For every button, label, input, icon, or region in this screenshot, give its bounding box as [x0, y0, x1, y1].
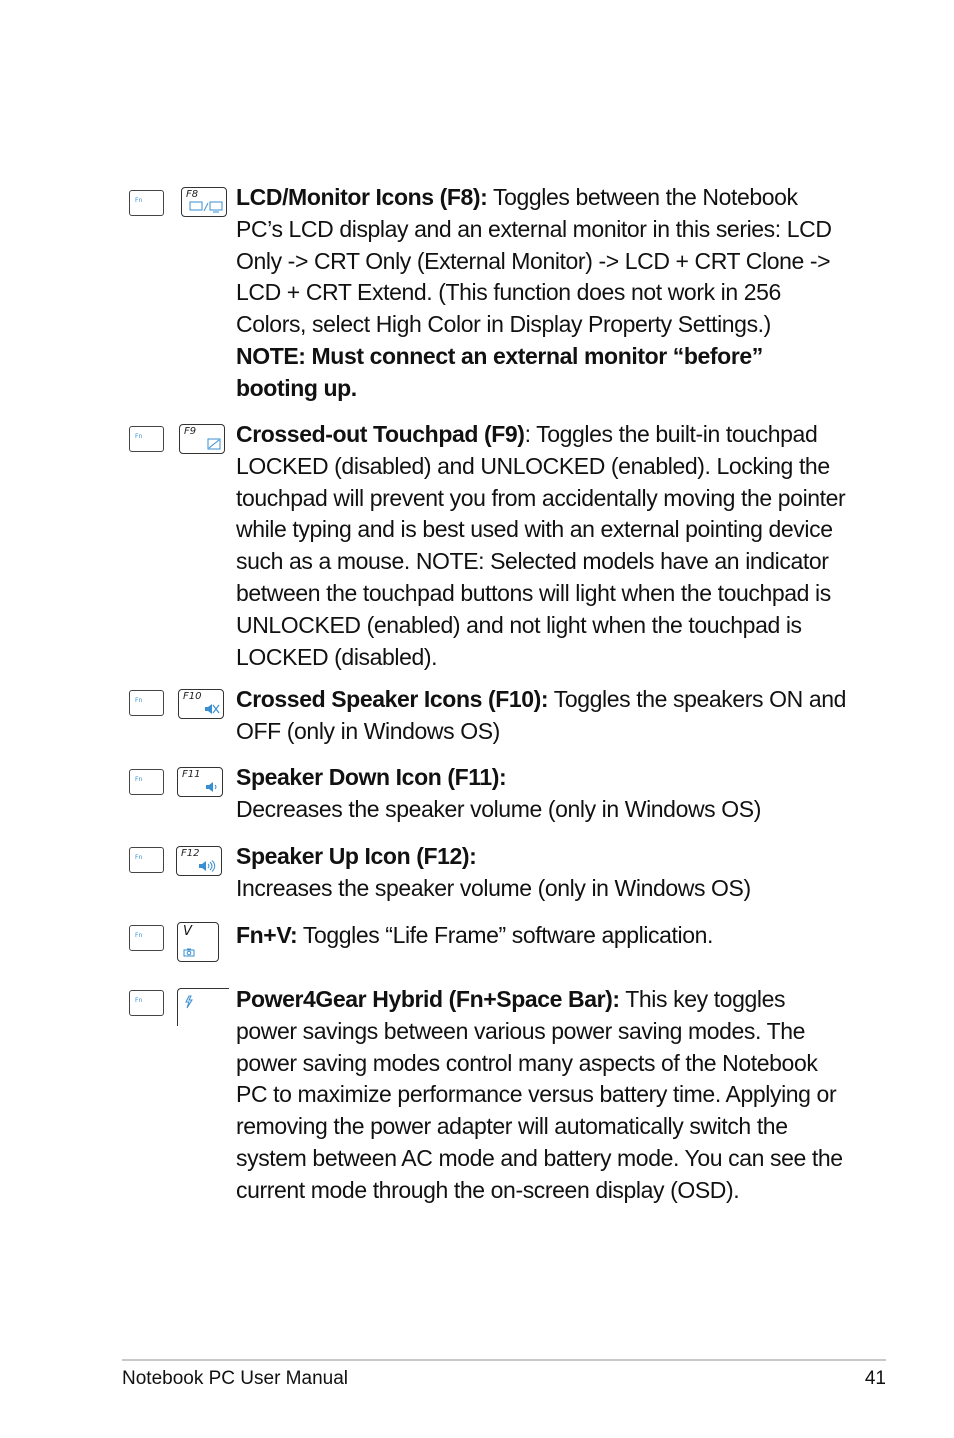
lcd-monitor-icon — [189, 201, 223, 213]
entry-title: Crossed-out Touchpad (F9) — [236, 421, 525, 447]
f8-key: F8 — [181, 187, 227, 217]
speaker-mute-icon — [204, 703, 220, 715]
f12-key: F12 — [176, 846, 222, 876]
entry-text-f12 — [236, 841, 846, 905]
touchpad-icon — [207, 438, 221, 450]
f10-key: F10 — [178, 689, 224, 719]
f9-key: F9 — [179, 424, 225, 454]
footer-title: Notebook PC User Manual — [122, 1368, 348, 1389]
speaker-up-icon — [198, 860, 218, 872]
entry-body: : Toggles the built-in touchpad LOCKED (disabled) and UNLOCKED (enabled). Locking the touchpad will prevent you from accidentally moving the pointer while typing and is best used with an external pointing device such as a mouse. NOTE: Selected models have an indicator between the touchpad buttons will light when the touchpad is UNLOCKED (enabled) and not light when the touchpad is LOCKED (disabled). — [236, 421, 846, 670]
entry-body: This key toggles power savings between various power saving modes. The power saving modes control many aspects of the Notebook PC to maximize performance versus battery time. Applying or removing the power adapter will automatically switch the system between AC mode and battery mode. You can see the current mode through the on-screen display (OSD). — [236, 986, 843, 1203]
fn-key: Fn — [129, 426, 164, 452]
key-combo-fn-space — [129, 984, 229, 1028]
entry-body: Increases the speaker volume (only in Windows OS) — [236, 874, 751, 901]
entry-body: Toggles between the Notebook PC’s LCD display and an external monitor in this series: LCD Only -> CRT Only (External Monitor) -> LCD + CRT Clone -> LCD + CRT Extend. (This function does not work in 256 Colors, select High Color in Display Property Settings.) — [236, 184, 832, 338]
f11-key: F11 — [177, 767, 223, 797]
footer-rule — [122, 1359, 886, 1361]
entry-title: Power4Gear Hybrid (Fn+Space Bar): — [236, 986, 620, 1012]
v-key: V — [177, 922, 219, 962]
entry-title: LCD/Monitor Icons (F8): — [236, 184, 488, 210]
fn-key: Fn — [129, 847, 164, 873]
entry-body: Toggles the speakers ON and OFF (only in Windows OS) — [236, 686, 846, 744]
speaker-down-icon — [205, 781, 219, 793]
key-combo-f9 — [129, 419, 229, 463]
fn-key: Fn — [129, 769, 164, 795]
fn-key: Fn — [129, 690, 164, 716]
key-combo-fn-v — [129, 920, 229, 964]
entry-body: Toggles “Life Frame” software application. — [302, 922, 714, 948]
fn-key: Fn — [129, 925, 164, 951]
power4gear-icon — [183, 995, 195, 1009]
entry-body: Decreases the speaker volume (only in Windows OS) — [236, 795, 761, 822]
entry-title: Speaker Down Icon (F11): — [236, 764, 507, 790]
entry-note: NOTE: Must connect an external monitor “before” booting up. — [236, 342, 763, 401]
entry-text-f9 — [236, 419, 846, 673]
key-combo-f10 — [129, 684, 229, 728]
key-combo-f11 — [129, 762, 229, 806]
space-bar-key — [177, 988, 229, 1026]
entry-title: Speaker Up Icon (F12): — [236, 843, 477, 869]
entry-text-f8 — [236, 182, 846, 405]
entry-title: Fn+V: — [236, 922, 298, 948]
key-combo-f8 — [129, 182, 229, 226]
entry-text-f11 — [236, 762, 846, 826]
entry-text-f10 — [236, 684, 846, 748]
page-number: 41 — [864, 1368, 886, 1389]
entry-text-fn-space — [236, 984, 846, 1207]
camera-icon — [183, 948, 195, 957]
fn-key: Fn — [129, 990, 164, 1016]
fn-key: Fn — [129, 190, 164, 216]
entry-text-fn-v — [236, 920, 846, 952]
key-combo-f12 — [129, 841, 229, 885]
entry-title: Crossed Speaker Icons (F10): — [236, 686, 549, 712]
